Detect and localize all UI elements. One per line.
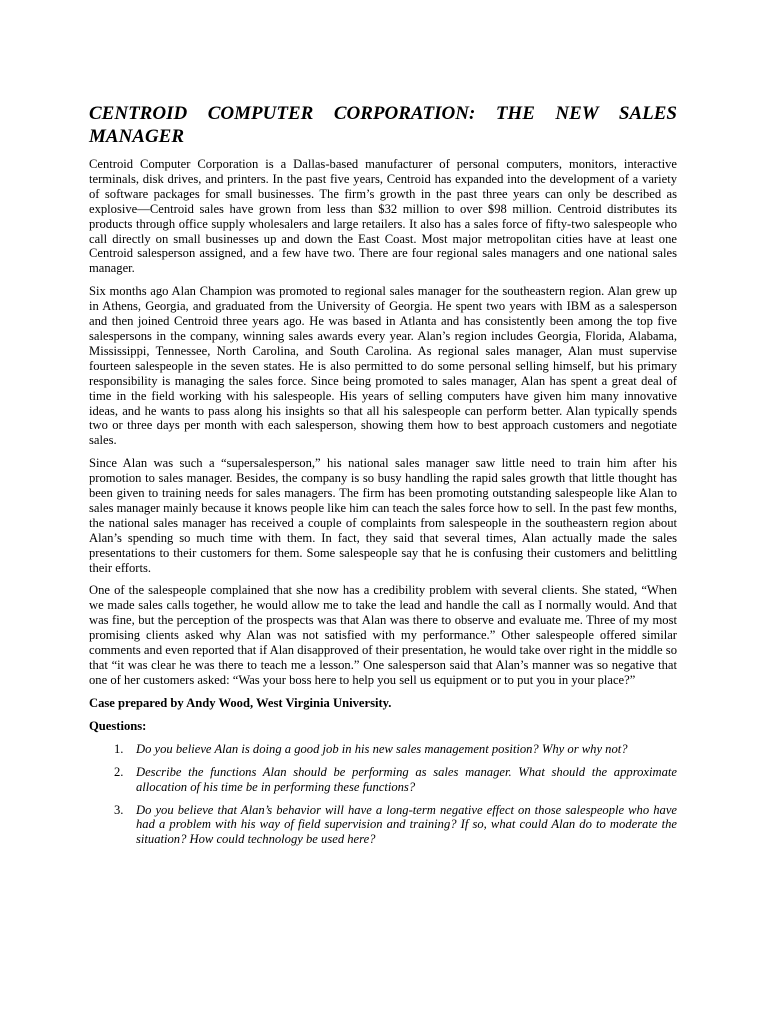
document-page (89, 102, 677, 855)
case-credit: Case prepared by Andy Wood, West Virginia University. (89, 695, 392, 710)
questions-heading: Questions: (89, 718, 147, 733)
paragraph-training: Since Alan was such a “supersalesperson,” his national sales manager saw little need to train him after his promotion to sales manager. Besides, the company is so busy handling the rapid sales growth that little thought has been given to training needs for sales managers. The firm has been promoting outstanding salespeople like Alan to sales manager mainly because it knows people like him can teach the sales force how to sell. In the past few months, the national sales manager has received a couple of complaints from salespeople in the southeastern region about Alan’s spending so much time with them. In fact, they said that several times, Alan actually made the sales presentations to their customers for them. Some salespeople say that he is confusing their customers and belittling their efforts. (89, 456, 677, 575)
question-item (89, 803, 677, 848)
question-text: Do you believe that Alan’s behavior will have a long-term negative effect on those salespeople who have had a problem with his way of field supervision and training? If so, what could Alan do to moderate the situation? How could technology be used here? (136, 802, 677, 847)
question-item (89, 742, 677, 757)
question-number: 1. (114, 741, 124, 756)
question-text: Describe the functions Alan should be performing as sales manager. What should the approximate allocation of his time be in performing these functions? (136, 764, 677, 794)
question-text: Do you believe Alan is doing a good job in his new sales management position? Why or why not? (136, 741, 628, 756)
question-number: 2. (114, 764, 124, 779)
paragraph-alan-background: Six months ago Alan Champion was promoted to regional sales manager for the southeastern region. Alan grew up in Athens, Georgia, and graduated from the University of Georgia. He spent two years with IBM as a salesperson and then joined Centroid three years ago. He was based in Atlanta and has consistently been among the top five salespersons in the company, winning sales awards every year. Alan’s region includes Georgia, Florida, Alabama, Mississippi, Tennessee, North Carolina, and South Carolina. As regional sales manager, Alan must supervise fourteen salespeople in the seven states. He is also permitted to do some personal selling himself, but his primary responsibility is managing the sales force. Since being promoted to sales manager, Alan has spent a great deal of time in the field working with his salespeople. His years of selling computers have given him many innovative ideas, and he wants to pass along his insights so that all his salespeople can perform better. Alan typically spends two or three days per month with each salesperson, showing them how to best approach customers and negotiate sales. (89, 284, 677, 448)
case-title: CENTROID COMPUTER CORPORATION: THE NEW SALES MANAGER (89, 103, 677, 147)
question-item (89, 765, 677, 795)
paragraph-intro: Centroid Computer Corporation is a Dallas-based manufacturer of personal computers, monitors, interactive terminals, disk drives, and printers. In the past five years, Centroid has expanded into the development of a variety of software packages for small businesses. The firm’s growth in the past three years can only be described as explosive—Centroid sales have grown from less than $32 million to over $98 million. Centroid distributes its products through office supply wholesalers and large retailers. It also has a sales force of fifty-two salespeople who call directly on small businesses up and down the East Coast. Most major metropolitan cities have at least one Centroid salesperson assigned, and a few have two. There are four regional sales managers and one national sales manager. (89, 157, 677, 276)
questions-list (89, 742, 677, 847)
question-number: 3. (114, 802, 124, 817)
paragraph-complaints: One of the salespeople complained that she now has a credibility problem with several clients. She stated, “When we made sales calls together, he would allow me to take the lead and handle the call as I normally would. And that was fine, but the perception of the prospects was that Alan was there to observe and evaluate me. Three of my most promising clients asked why Alan was not satisfied with my performance.” Other salespeople offered similar comments and even reported that if Alan disapproved of their presentation, he would take over right in the middle so that “it was clear he was there to teach me a lesson.” One salesperson said that Alan’s manner was so negative that one of her customers asked: “Was your boss here to help you sell us equipment or to put you in your place?” (89, 583, 677, 687)
